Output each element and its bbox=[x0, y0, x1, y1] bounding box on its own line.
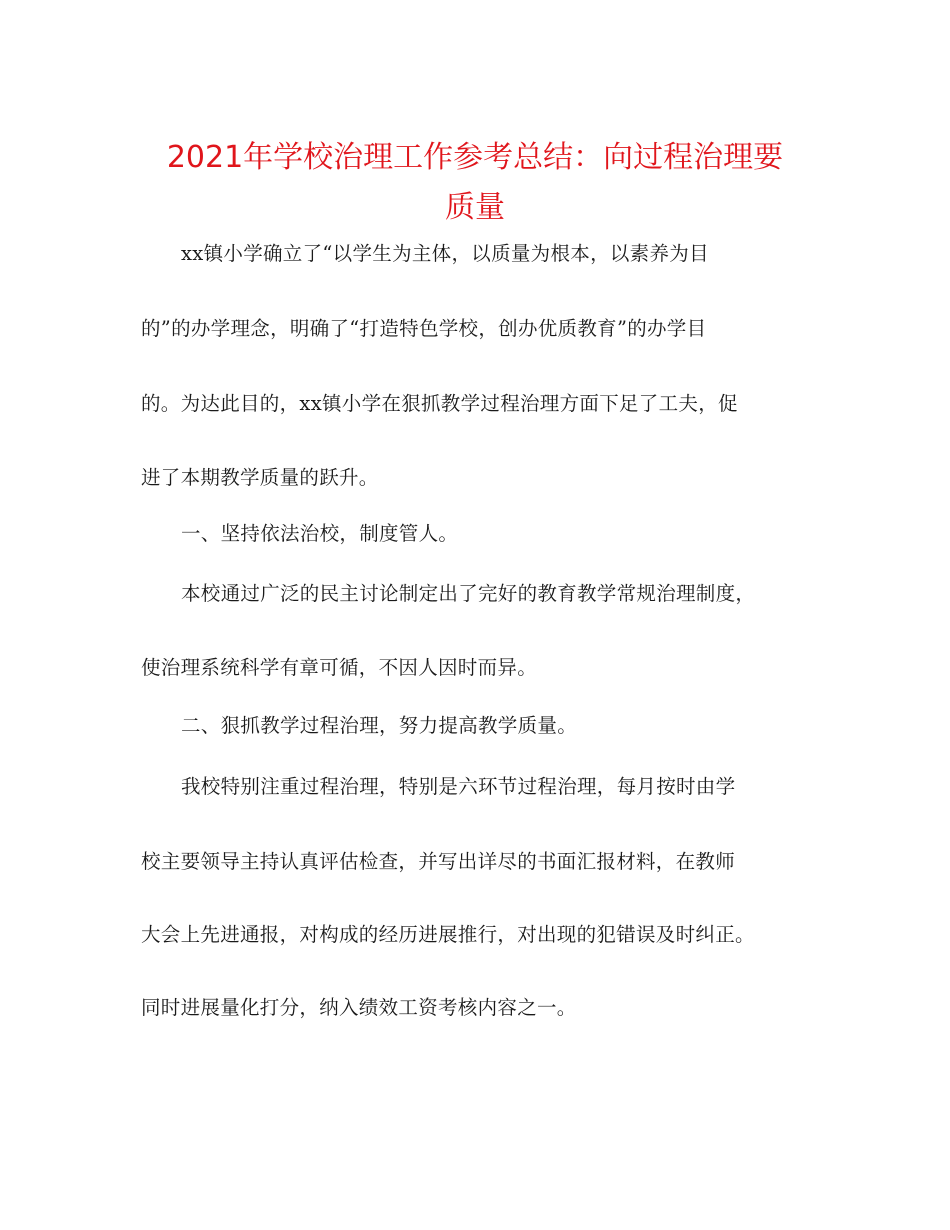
paragraph-1-line-2: 的”的办学理念，明确了“打造特色学校，创办优质教育”的办学目 bbox=[141, 317, 707, 340]
document-title-line-1: 2021年学校治理工作参考总结：向过程治理要 bbox=[166, 140, 784, 175]
paragraph-2-line-1: 本校通过广泛的民主讨论制定出了完好的教育教学常规治理制度， bbox=[181, 582, 756, 605]
paragraph-3-line-2: 校主要领导主持认真评估检查，并写出详尽的书面汇报材料，在教师 bbox=[141, 850, 736, 873]
section-heading-2: 二、狠抓教学过程治理，努力提高教学质量。 bbox=[181, 714, 578, 737]
paragraph-3-line-1: 我校特别注重过程治理，特别是六环节过程治理，每月按时由学 bbox=[181, 775, 736, 798]
paragraph-2-line-2: 使治理系统科学有章可循，不因人因时而异。 bbox=[141, 656, 538, 679]
paragraph-1-line-4: 进了本期教学质量的跃升。 bbox=[141, 466, 379, 489]
paragraph-1-line-3: 的。为达此目的，xx镇小学在狠抓教学过程治理方面下足了工夫，促 bbox=[141, 392, 738, 415]
paragraph-1-line-1: xx镇小学确立了“以学生为主体，以质量为根本，以素养为目 bbox=[181, 242, 709, 265]
paragraph-3-line-3: 大会上先进通报，对构成的经历进展推行，对出现的犯错误及时纠正。 bbox=[141, 923, 755, 946]
paragraph-3-line-4: 同时进展量化打分，纳入绩效工资考核内容之一。 bbox=[141, 996, 577, 1019]
section-heading-1: 一、坚持依法治校，制度管人。 bbox=[181, 522, 459, 545]
document-title-line-2: 质量 bbox=[445, 190, 505, 225]
